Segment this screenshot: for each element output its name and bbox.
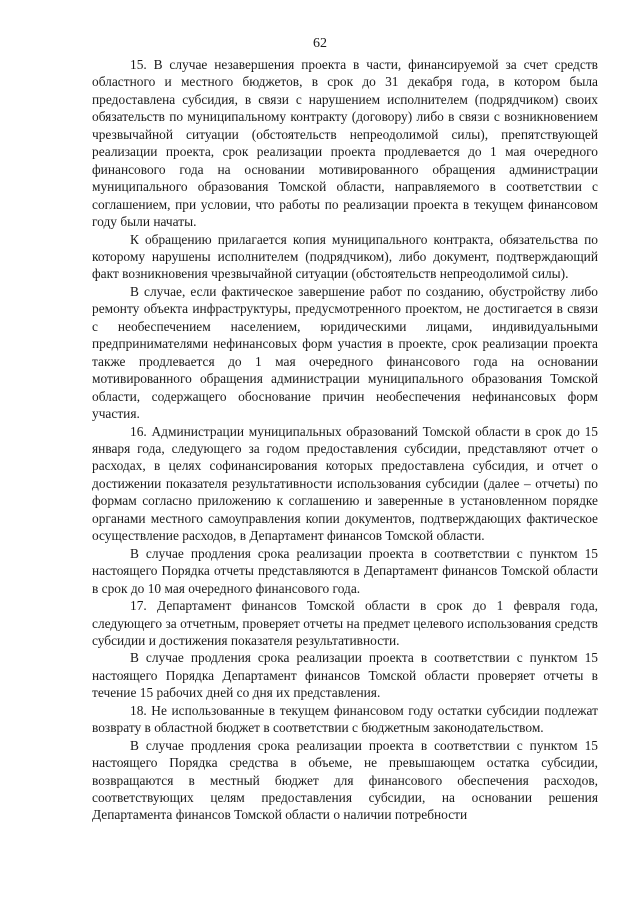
paragraph-18: 18. Не использованные в текущем финансовом году остатки субсидии подлежат возврату в областной бюджет в соответствии с бюджетным законодательством. [92, 702, 598, 736]
paragraph-18-extension: В случае продления срока реализации проекта в соответствии с пунктом 15 настоящего Порядка средства в объеме, не превышающем остатка субсидии, возвращаются в местный бюджет для финансового обеспечения расходов, соответствующих целям предоставления субсидии, на основании решения Департамента финансов Томской области о наличии потребности [92, 737, 598, 823]
paragraph-15-attachment: К обращению прилагается копия муниципального контракта, обязательства по которому нарушены исполнителем (подрядчиком), либо документ, подтверждающий факт возникновения чрезвычайной ситуации (обстоятельств непреодолимой силы). [92, 231, 598, 282]
paragraph-17: 17. Департамент финансов Томской области в срок до 1 февраля года, следующего за отчетным, проверяет отчеты на предмет целевого использования средств субсидии и достижения показателя результативности. [92, 598, 598, 648]
page-number: 62 [313, 36, 327, 51]
paragraph-17-extension: В случае продления срока реализации проекта в соответствии с пунктом 15 настоящего Порядка Департамент финансов Томской области проверяет отчеты в течение 15 рабочих дней со дня их представления. [92, 650, 598, 701]
paragraph-15: 15. В случае незавершения проекта в части, финансируемой за счет средств областного и местного бюджетов, в срок до 31 декабря года, в котором была предоставлена субсидия, в связи с нарушением исполнителем (подрядчиком) своих обязательств по муниципальному контракту (договору) либо в связи с возникновением чрезвычайной ситуации (обстоятельств непреодолимой силы), препятствующей реализации проекта, срок реализации проекта продлевается до 1 мая очередного финансового года на основании мотивированного обращения администрации муниципального образования Томской области, направляемого в соответствии с соглашением, при условии, что работы по реализации проекта в текущем финансовом году были начаты. [92, 57, 598, 230]
document-body [92, 56, 598, 824]
paragraph-16: 16. Администрации муниципальных образований Томской области в срок до 15 января года, следующего за годом предоставления субсидии, представляют отчет о расходах, в целях софинансирования которых предоставлена субсидия, и отчет о достижении показателя результативности использования субсидии (далее – отчеты) по формам согласно приложению к соглашению и заверенные в установленном порядке органами местного самоуправления копии документов, подтверждающих фактическое осуществление расходов, в Департамент финансов Томской области. [92, 423, 598, 544]
paragraph-15-nonfinancial: В случае, если фактическое завершение работ по созданию, обустройству либо ремонту объекта инфраструктуры, предусмотренного проектом, не достигается в связи с необеспечением населением, юридическими лицами, индивидуальными предпринимателями нефинансовых форм участия в проекте, срок реализации проекта также продлевается до 1 мая очередного финансового года на основании мотивированного обращения администрации муниципального образования Томской области, содержащего обоснование причин необеспечения нефинансовых форм участия. [92, 283, 598, 422]
paragraph-16-extension: В случае продления срока реализации проекта в соответствии с пунктом 15 настоящего Порядка отчеты представляются в Департамент финансов Томской области в срок до 10 мая очередного финансового года. [92, 545, 598, 596]
